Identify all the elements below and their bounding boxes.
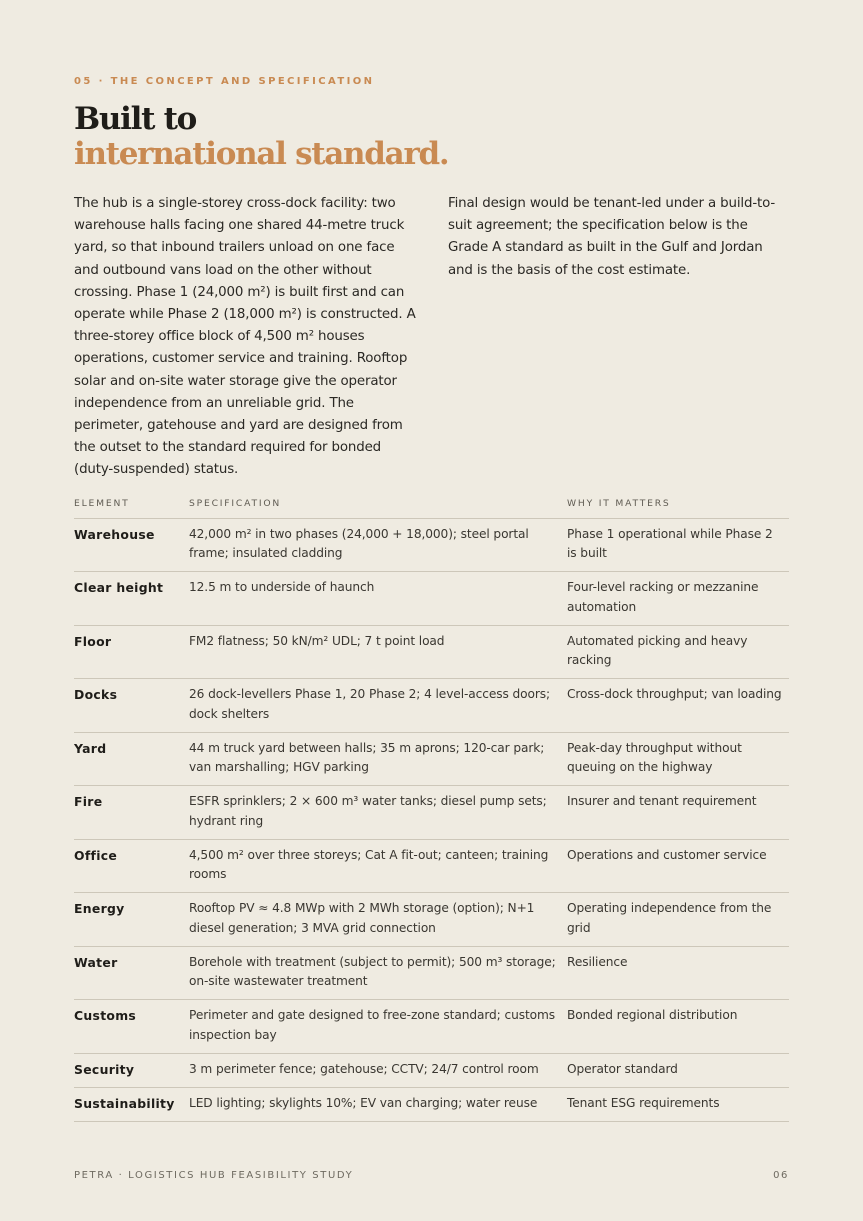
- title-line-2: international standard.: [74, 136, 449, 172]
- row-element: Water: [74, 946, 189, 1000]
- row-why: Four-level racking or mezzanine automation: [567, 572, 789, 626]
- row-element: Energy: [74, 893, 189, 947]
- row-why: Tenant ESG requirements: [567, 1087, 789, 1121]
- table-row: [74, 732, 789, 786]
- row-specification: ESFR sprinklers; 2 × 600 m³ water tanks; diesel pump sets; hydrant ring: [189, 786, 567, 840]
- row-specification: 26 dock-levellers Phase 1, 20 Phase 2; 4 level-access doors; dock shelters: [189, 679, 567, 733]
- table-row: [74, 1087, 789, 1121]
- table-row: [74, 625, 789, 679]
- row-element: Office: [74, 839, 189, 893]
- page-number: 06: [773, 1170, 789, 1181]
- row-element: Clear height: [74, 572, 189, 626]
- row-why: Operator standard: [567, 1053, 789, 1087]
- row-why: Operations and customer service: [567, 839, 789, 893]
- row-specification: Perimeter and gate designed to free-zone standard; customs inspection bay: [189, 1000, 567, 1054]
- section-eyebrow: 05 · THE CONCEPT AND SPECIFICATION: [74, 76, 375, 87]
- row-why: Automated picking and heavy racking: [567, 625, 789, 679]
- header-element: ELEMENT: [74, 495, 189, 518]
- footer-document-title: PETRA · LOGISTICS HUB FEASIBILITY STUDY: [74, 1170, 354, 1181]
- row-element: Yard: [74, 732, 189, 786]
- row-element: Security: [74, 1053, 189, 1087]
- row-element: Warehouse: [74, 518, 189, 572]
- row-why: Insurer and tenant requirement: [567, 786, 789, 840]
- row-element: Fire: [74, 786, 189, 840]
- row-specification: 44 m truck yard between halls; 35 m aprons; 120-car park; van marshalling; HGV parking: [189, 732, 567, 786]
- row-element: Floor: [74, 625, 189, 679]
- header-specification: SPECIFICATION: [189, 495, 567, 518]
- table-row: [74, 679, 789, 733]
- table-row: [74, 518, 789, 572]
- header-why-it-matters: WHY IT MATTERS: [567, 495, 789, 518]
- table-row: [74, 1053, 789, 1087]
- intro-paragraph-right: Final design would be tenant-led under a build-to-suit agreement; the specification below is the Grade A standard as built in the Gulf and Jordan and is the basis of the cost estimate.: [448, 196, 776, 278]
- table-row: [74, 946, 789, 1000]
- page: [74, 0, 789, 1221]
- row-specification: LED lighting; skylights 10%; EV van charging; water reuse: [189, 1087, 567, 1121]
- row-why: Operating independence from the grid: [567, 893, 789, 947]
- row-specification: 42,000 m² in two phases (24,000 + 18,000); steel portal frame; insulated cladding: [189, 518, 567, 572]
- row-why: Bonded regional distribution: [567, 1000, 789, 1054]
- row-why: Resilience: [567, 946, 789, 1000]
- row-why: Peak-day throughput without queuing on the highway: [567, 732, 789, 786]
- table-row: [74, 893, 789, 947]
- table-row: [74, 1000, 789, 1054]
- row-specification: 4,500 m² over three storeys; Cat A fit-out; canteen; training rooms: [189, 839, 567, 893]
- specification-table: [74, 495, 789, 1122]
- table-header-row: [74, 495, 789, 518]
- title-line-1: Built to: [74, 101, 197, 137]
- row-specification: 3 m perimeter fence; gatehouse; CCTV; 24/7 control room: [189, 1053, 567, 1087]
- row-why: Cross-dock throughput; van loading: [567, 679, 789, 733]
- row-specification: Rooftop PV ≈ 4.8 MWp with 2 MWh storage (option); N+1 diesel generation; 3 MVA grid connection: [189, 893, 567, 947]
- row-specification: Borehole with treatment (subject to permit); 500 m³ storage; on-site wastewater treatment: [189, 946, 567, 1000]
- table-row: [74, 839, 789, 893]
- row-specification: 12.5 m to underside of haunch: [189, 572, 567, 626]
- row-why: Phase 1 operational while Phase 2 is built: [567, 518, 789, 572]
- table-row: [74, 572, 789, 626]
- row-element: Customs: [74, 1000, 189, 1054]
- intro-paragraph-left: The hub is a single-storey cross-dock facility: two warehouse halls facing one shared 44-metre truck yard, so that inbound trailers unload on one face and outbound vans load on the other without crossing. Phase 1 (24,000 m²) is built first and can operate while Phase 2 (18,000 m²) is constructed. A three-storey office block of 4,500 m² houses operations, customer service and training. Rooftop solar and on-site water storage give the operator independence from an unreliable grid. The perimeter, gatehouse and yard are designed from the outset to the standard required for bonded (duty-suspended) status.: [74, 196, 416, 478]
- row-element: Sustainability: [74, 1087, 189, 1121]
- page-title: [74, 102, 448, 172]
- row-element: Docks: [74, 679, 189, 733]
- row-specification: FM2 flatness; 50 kN/m² UDL; 7 t point load: [189, 625, 567, 679]
- table-row: [74, 786, 789, 840]
